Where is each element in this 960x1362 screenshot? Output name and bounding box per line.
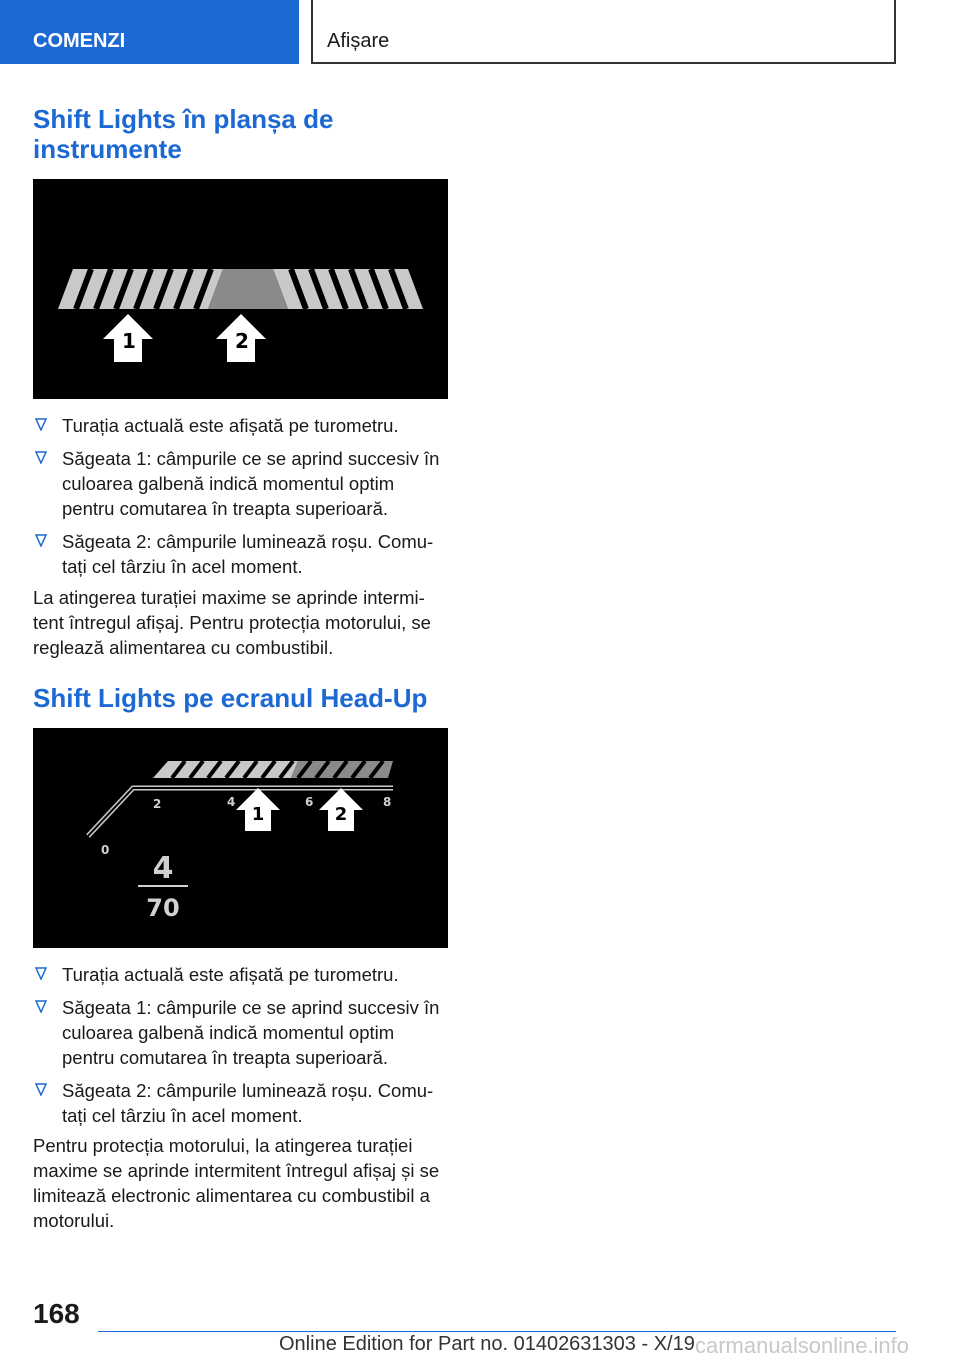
paragraph-line: reglează alimentarea cu combustibil. <box>33 637 334 658</box>
paragraph-2 <box>33 1133 453 1233</box>
bullet-text: Săgeata 1: câmpurile ce se aprind succesiv în <box>62 448 440 469</box>
scale-label-8: 8 <box>383 795 392 809</box>
bullet-text: Turația actuală este afișată pe turometru. <box>62 415 399 436</box>
list-item <box>33 995 453 1070</box>
watermark: carmanualsonline.info <box>695 1333 910 1358</box>
bullet-text: Săgeata 2: câmpurile luminează roșu. Comu- <box>62 1080 434 1101</box>
bullet-triangle-icon <box>35 534 47 547</box>
head-up-shift-lights-figure <box>33 728 448 948</box>
hud-arrow-1-marker <box>236 788 280 831</box>
bullet-text: tați cel târziu în acel moment. <box>62 1105 303 1126</box>
hud-arrow-1-label: 1 <box>251 804 265 825</box>
bullet-triangle-icon <box>35 418 47 431</box>
footer-divider <box>98 1331 896 1332</box>
list-item <box>33 1078 453 1128</box>
bullet-triangle-icon <box>35 967 47 980</box>
hud-speed-readout: 70 <box>146 894 180 922</box>
list-item <box>33 446 453 521</box>
hud-arrow-2-marker <box>319 788 363 831</box>
paragraph-line: La atingerea turației maxime se aprinde intermi- <box>33 587 425 608</box>
paragraph-line: tent întregul afișaj. Pentru protecția motorului, se <box>33 612 431 633</box>
arrow-1-marker <box>103 314 153 362</box>
paragraph-line: limitează electronic alimentarea cu combustibil a <box>33 1185 430 1206</box>
list-item <box>33 413 453 438</box>
paragraph-line: motorului. <box>33 1210 115 1231</box>
arrow-2-marker <box>216 314 266 362</box>
scale-label-0: 0 <box>101 843 110 857</box>
bullet-text: pentru comutarea în treapta superioară. <box>62 498 388 519</box>
heading-line-2: instrumente <box>33 134 182 164</box>
hud-shift-light-bar <box>153 761 393 778</box>
paragraph-line: maxime se aprinde intermitent întregul afișaj și se <box>33 1160 440 1181</box>
bullet-list-2 <box>33 962 453 1136</box>
section-title-header: Afișare <box>311 0 896 64</box>
scale-label-4: 4 <box>227 795 236 809</box>
bullet-text: tați cel târziu în acel moment. <box>62 556 303 577</box>
scale-label-6: 6 <box>305 795 314 809</box>
bullet-text: culoarea galbenă indică momentul optim <box>62 1022 395 1043</box>
bullet-text: culoarea galbenă indică momentul optim <box>62 473 395 494</box>
bullet-triangle-icon <box>35 451 47 464</box>
bullet-list-1 <box>33 413 453 587</box>
bullet-text: Săgeata 2: câmpurile luminează roșu. Comu- <box>62 531 434 552</box>
bullet-text: Turația actuală este afișată pe turometru. <box>62 964 399 985</box>
bullet-text: Săgeata 1: câmpurile ce se aprind succesiv în <box>62 997 440 1018</box>
section-heading-head-up: Shift Lights pe ecranul Head-Up <box>33 683 428 713</box>
scale-label-2: 2 <box>153 797 162 811</box>
bullet-triangle-icon <box>35 1083 47 1096</box>
paragraph-1 <box>33 585 453 660</box>
shift-light-bar <box>58 269 423 309</box>
hud-gear-readout: 4 <box>152 851 174 886</box>
arrow-1-label: 1 <box>122 329 136 353</box>
page-number: 168 <box>33 1298 80 1329</box>
list-item <box>33 529 453 579</box>
heading-line-1: Shift Lights în planșa de <box>33 104 334 134</box>
edition-note: Online Edition for Part no. 01402631303 - X/19 <box>279 1333 695 1355</box>
list-item <box>33 962 453 987</box>
bullet-text: pentru comutarea în treapta superioară. <box>62 1047 388 1068</box>
paragraph-line: Pentru protecția motorului, la atingerea turației <box>33 1135 413 1156</box>
instrument-cluster-shift-lights-figure <box>33 179 448 399</box>
bullet-triangle-icon <box>35 1000 47 1013</box>
chapter-tab[interactable]: COMENZI <box>0 0 299 64</box>
section-heading-instrument-cluster <box>33 104 453 164</box>
arrow-2-label: 2 <box>235 329 249 353</box>
hud-arrow-2-label: 2 <box>334 804 348 825</box>
